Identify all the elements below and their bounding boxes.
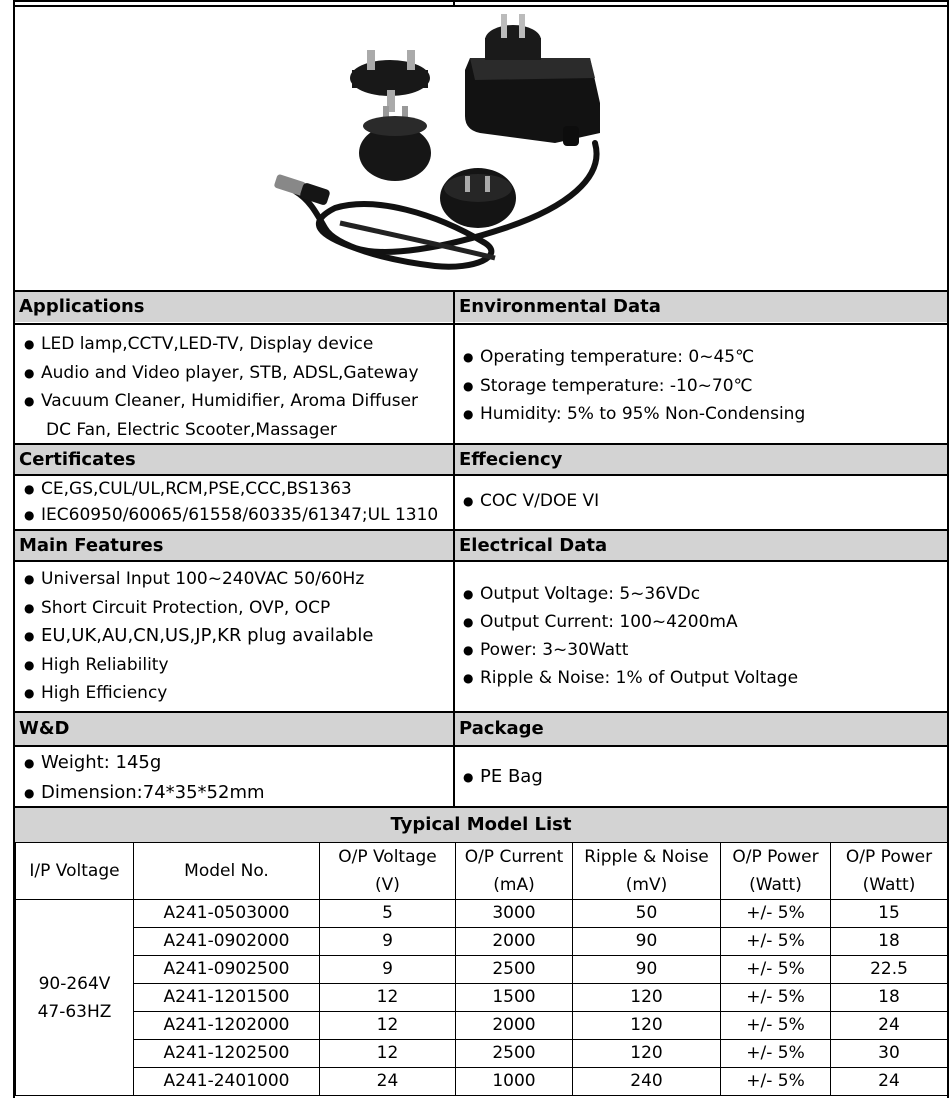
package-list <box>459 762 543 792</box>
table-cell: 1000 <box>456 1068 573 1096</box>
list-item: ● Output Voltage: 5~36VDc <box>459 580 798 608</box>
table-cell: +/- 5% <box>721 1068 831 1096</box>
list-item: ● Ripple & Noise: 1% of Output Voltage <box>459 664 798 692</box>
table-cell: +/- 5% <box>721 1040 831 1068</box>
table-cell: 22.5 <box>831 956 948 984</box>
table-cell: 9 <box>320 928 456 956</box>
list-item: ● LED lamp,CCTV,LED-TV, Display device <box>20 330 419 359</box>
certificates-list <box>20 476 438 528</box>
table-cell: 15 <box>831 900 948 928</box>
list-item: ● Vacuum Cleaner, Humidifier, Aroma Diffuser <box>20 387 419 416</box>
table-cell: 2000 <box>456 928 573 956</box>
table-cell: 9 <box>320 956 456 984</box>
list-item: ● High Reliability <box>20 651 373 680</box>
list-item: ● COC V/DOE VI <box>459 488 599 514</box>
table-cell: 120 <box>573 1040 721 1068</box>
divider <box>15 323 947 325</box>
power-adapter-photo <box>265 8 605 290</box>
top-divider <box>453 0 455 6</box>
list-item: ● High Efficiency <box>20 679 373 708</box>
divider <box>15 560 947 562</box>
main-features-list <box>20 565 373 708</box>
table-cell: 90 <box>573 956 721 984</box>
wd-list <box>20 748 265 808</box>
list-item: ● EU,UK,AU,CN,US,JP,KR plug available <box>20 622 373 651</box>
header-op-current: O/P Current (mA) <box>456 843 573 900</box>
electrical-header: Electrical Data <box>455 531 947 561</box>
table-cell: 12 <box>320 984 456 1012</box>
table-cell: A241-1202500 <box>134 1040 320 1068</box>
list-item: ● Audio and Video player, STB, ADSL,Gateway <box>20 359 419 388</box>
table-cell: 12 <box>320 1040 456 1068</box>
table-cell: A241-1201500 <box>134 984 320 1012</box>
list-item: ● IEC60950/60065/61558/60335/61347;UL 1310 <box>20 502 438 528</box>
top-border <box>15 0 947 2</box>
table-cell: 3000 <box>456 900 573 928</box>
table-cell: A241-0902500 <box>134 956 320 984</box>
list-item: ● Universal Input 100~240VAC 50/60Hz <box>20 565 373 594</box>
table-row <box>16 900 948 928</box>
table-cell: 2500 <box>456 1040 573 1068</box>
table-cell: +/- 5% <box>721 984 831 1012</box>
table-row <box>16 1012 948 1040</box>
certificates-header: Certificates <box>15 445 453 475</box>
table-cell: 50 <box>573 900 721 928</box>
table-cell: 1500 <box>456 984 573 1012</box>
environmental-list <box>459 343 805 429</box>
header-op-power: O/P Power (Watt) <box>831 843 948 900</box>
electrical-list <box>459 580 798 692</box>
list-item-continuation: DC Fan, Electric Scooter,Massager <box>46 419 337 440</box>
model-table <box>15 842 948 1096</box>
table-row <box>16 928 948 956</box>
table-body <box>16 900 948 1096</box>
input-voltage-cell: 90-264V 47-63HZ <box>16 900 134 1096</box>
table-cell: 120 <box>573 984 721 1012</box>
table-header-row <box>16 843 948 900</box>
efficiency-header: Effeciency <box>455 445 947 475</box>
table-row <box>16 956 948 984</box>
table-cell: +/- 5% <box>721 900 831 928</box>
model-table-title: Typical Model List <box>15 808 947 842</box>
efficiency-list <box>459 488 599 514</box>
table-cell: 120 <box>573 1012 721 1040</box>
table-cell: A241-0902000 <box>134 928 320 956</box>
table-cell: A241-1202000 <box>134 1012 320 1040</box>
list-item: ● Dimension:74*35*52mm <box>20 778 265 808</box>
header-ip-voltage: I/P Voltage <box>16 843 134 900</box>
column-divider <box>453 290 455 808</box>
table-cell: 18 <box>831 984 948 1012</box>
spec-sheet <box>13 0 949 1098</box>
list-item: ● Operating temperature: 0~45℃ <box>459 343 805 372</box>
table-cell: 24 <box>831 1068 948 1096</box>
table-cell: 12 <box>320 1012 456 1040</box>
list-item: ● CE,GS,CUL/UL,RCM,PSE,CCC,BS1363 <box>20 476 438 502</box>
header-op-voltage: O/P Voltage (V) <box>320 843 456 900</box>
table-cell: A241-2401000 <box>134 1068 320 1096</box>
list-item: ● Humidity: 5% to 95% Non-Condensing <box>459 400 805 429</box>
applications-header: Applications <box>15 292 453 322</box>
table-row <box>16 1040 948 1068</box>
divider <box>15 745 947 747</box>
table-cell: +/- 5% <box>721 928 831 956</box>
list-item: ● Output Current: 100~4200mA <box>459 608 798 636</box>
header-model-no: Model No. <box>134 843 320 900</box>
table-cell: 30 <box>831 1040 948 1068</box>
table-cell: 5 <box>320 900 456 928</box>
table-cell: 2500 <box>456 956 573 984</box>
table-cell: 240 <box>573 1068 721 1096</box>
environmental-header: Environmental Data <box>455 292 947 322</box>
list-item: ● Storage temperature: -10~70℃ <box>459 372 805 401</box>
wd-header: W&D <box>15 713 453 745</box>
main-features-header: Main Features <box>15 531 453 561</box>
table-cell: 24 <box>831 1012 948 1040</box>
table-cell: A241-0503000 <box>134 900 320 928</box>
list-item: ● Power: 3~30Watt <box>459 636 798 664</box>
applications-list <box>20 330 419 444</box>
table-cell: 24 <box>320 1068 456 1096</box>
table-cell: +/- 5% <box>721 956 831 984</box>
table-cell: +/- 5% <box>721 1012 831 1040</box>
table-cell: 2000 <box>456 1012 573 1040</box>
table-cell: 18 <box>831 928 948 956</box>
package-header: Package <box>455 713 947 745</box>
list-item: ● Weight: 145g <box>20 748 265 778</box>
list-item: ● PE Bag <box>459 762 543 792</box>
table-row <box>16 1068 948 1096</box>
table-row <box>16 984 948 1012</box>
list-item: ● Short Circuit Protection, OVP, OCP <box>20 594 373 623</box>
top-border-inner <box>15 5 947 7</box>
table-cell: 90 <box>573 928 721 956</box>
header-ripple-noise: Ripple & Noise (mV) <box>573 843 721 900</box>
header-op-power-tolerance: O/P Power (Watt) <box>721 843 831 900</box>
